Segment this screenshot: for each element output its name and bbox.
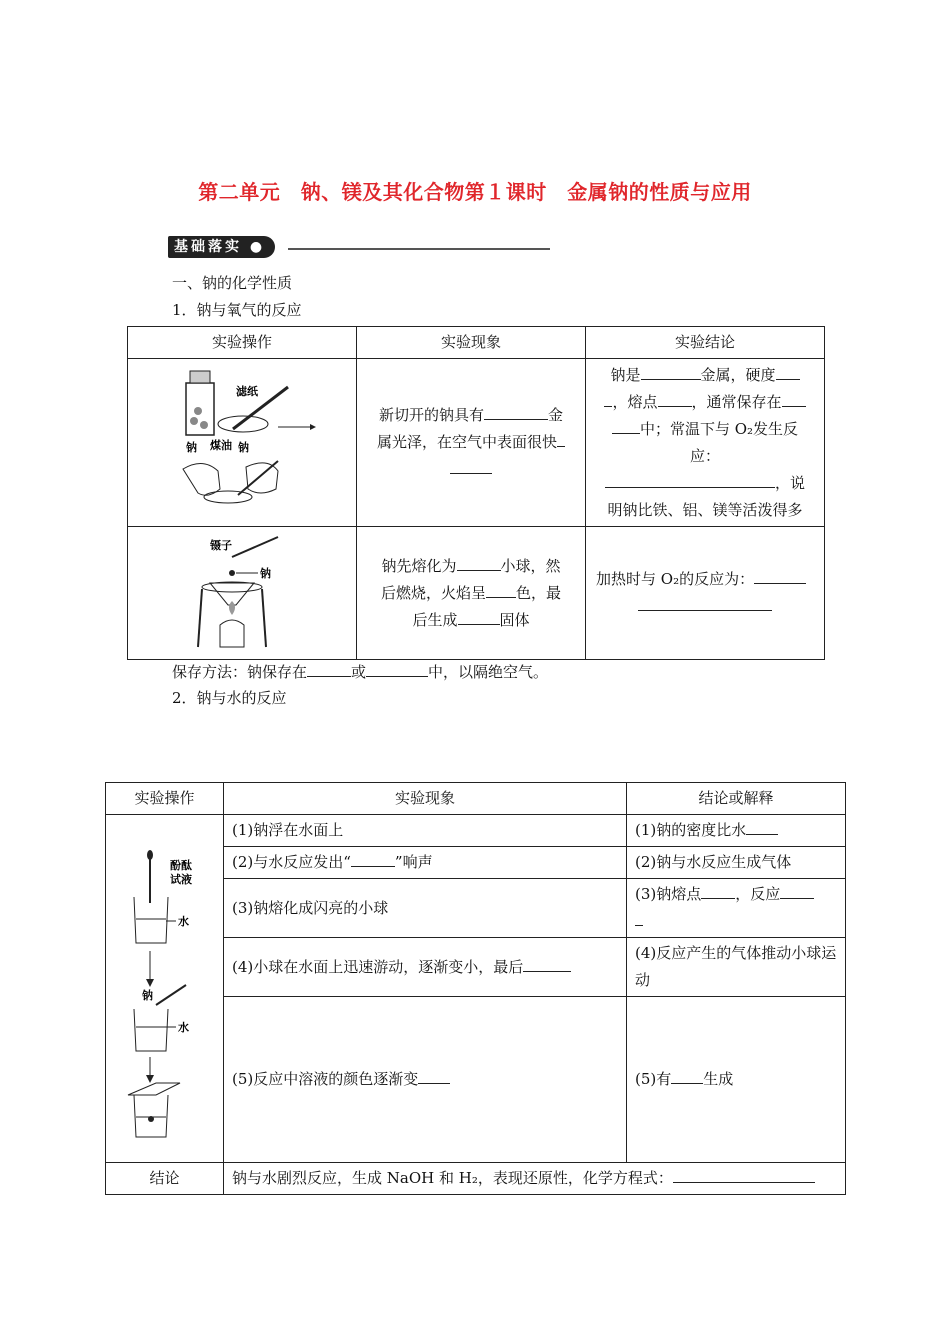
subsection-heading-2: 2．钠与水的反应 xyxy=(172,689,287,707)
conclusion-cell-1 xyxy=(586,359,825,527)
blank xyxy=(307,660,351,677)
blank xyxy=(418,1067,450,1084)
c1g: ，说 xyxy=(774,473,805,492)
burn-sodium-illustration xyxy=(128,527,357,659)
sodium-water-illustration xyxy=(106,819,224,1159)
cut-sodium-illustration xyxy=(128,359,357,526)
blank xyxy=(635,909,643,926)
figure-cell-water xyxy=(106,815,224,1163)
label-sodium-2: 钠 xyxy=(238,441,249,454)
blank xyxy=(486,581,516,598)
blank xyxy=(458,608,500,625)
badge-rule xyxy=(288,248,550,250)
p1b: 金 xyxy=(548,406,564,424)
section-heading: 一、钠的化学性质 xyxy=(172,274,293,292)
blank xyxy=(638,594,772,611)
ph2a: (2)与水反应发出“ xyxy=(232,853,351,871)
blank xyxy=(605,471,775,488)
blank xyxy=(484,403,548,420)
p1c: 属光泽，在空气中表面很快 xyxy=(376,433,557,451)
p2e: 后生成 xyxy=(412,610,458,629)
c2a: 加热时与 O₂的反应为： xyxy=(596,570,755,588)
storage-b: 或 xyxy=(351,663,367,681)
blank xyxy=(450,457,492,474)
sodium-water-table xyxy=(105,782,846,1195)
e5b: 生成 xyxy=(703,1070,734,1088)
explanation-row-1 xyxy=(627,815,846,847)
c1h: 明钠比铁、铝、镁等活泼得多 xyxy=(607,500,803,519)
blank xyxy=(641,363,701,380)
blank xyxy=(351,850,395,867)
blank xyxy=(780,882,814,899)
header-operation-2: 实验操作 xyxy=(106,783,224,815)
ph2b: ”响声 xyxy=(394,853,433,871)
subsection-heading-1: 1．钠与氧气的反应 xyxy=(172,301,302,319)
label-indicator-2: 试液 xyxy=(170,872,192,886)
blank xyxy=(746,818,778,835)
figure-cell-cut-sodium xyxy=(128,359,357,527)
blank xyxy=(671,1067,703,1084)
phenomenon-row-1: (1)钠浮在水面上 xyxy=(224,815,627,847)
blank xyxy=(457,554,501,571)
header-operation: 实验操作 xyxy=(128,327,357,359)
blank xyxy=(658,390,692,407)
p2d: 色，最 xyxy=(516,583,562,602)
c1e: 中；常温下与 O₂发生反 xyxy=(639,419,799,438)
e1: (1)钠的密度比水 xyxy=(635,821,747,839)
blank xyxy=(523,955,571,972)
label-water-1: 水 xyxy=(178,914,189,928)
c1c: ，熔点 xyxy=(612,392,658,411)
conclusion-cell-2 xyxy=(586,527,825,660)
blank xyxy=(701,882,735,899)
ph4: (4)小球在水面上迅速游动，逐渐变小，最后 xyxy=(232,957,524,976)
page-title: 第二单元 钠、镁及其化合物第１课时 金属钠的性质与应用 xyxy=(198,180,752,204)
header-phenomenon-2: 实验现象 xyxy=(224,783,627,815)
section-badge: 基础落实 ● xyxy=(168,236,275,258)
label-tweezers: 镊子 xyxy=(210,539,232,552)
sodium-oxygen-table xyxy=(127,326,825,660)
conclusion-label: 结论 xyxy=(106,1163,224,1195)
blank xyxy=(776,363,800,380)
conclusion-main: 钠与水剧烈反应，生成 NaOH 和 H₂，表现还原性，化学方程式： xyxy=(232,1169,673,1187)
p2f: 固体 xyxy=(499,610,530,629)
header-conclusion: 实验结论 xyxy=(586,327,825,359)
phenomenon-row-3: (3)钠熔化成闪亮的小球 xyxy=(224,879,627,938)
label-filter-paper: 滤纸 xyxy=(236,385,258,398)
e3a: (3)钠熔点 xyxy=(635,885,702,903)
explanation-row-5 xyxy=(627,997,846,1163)
label-water-2: 水 xyxy=(178,1020,189,1034)
explanation-row-4: (4)反应产生的气体推动小球运动 xyxy=(627,938,846,997)
label-sodium: 钠 xyxy=(260,567,271,580)
explanation-row-2: (2)钠与水反应生成气体 xyxy=(627,847,846,879)
p1a: 新切开的钠具有 xyxy=(378,406,484,424)
e3b: ，反应 xyxy=(735,885,781,903)
blank xyxy=(782,390,806,407)
p2a: 钠先熔化为 xyxy=(381,556,457,575)
explanation-row-3 xyxy=(627,879,846,938)
figure-cell-burn-sodium xyxy=(128,527,357,660)
c1b: 金属，硬度 xyxy=(700,365,776,384)
storage-c: 中，以隔绝空气。 xyxy=(428,663,549,681)
label-kerosene: 煤油 xyxy=(210,439,232,452)
header-phenomenon: 实验现象 xyxy=(357,327,586,359)
p2c: 后燃烧，火焰呈 xyxy=(380,583,486,602)
phenomenon-row-4 xyxy=(224,938,627,997)
c1d: ，通常保存在 xyxy=(691,392,782,411)
blank xyxy=(673,1166,815,1183)
c1a: 钠是 xyxy=(610,365,641,384)
conclusion-text xyxy=(224,1163,846,1195)
p2b: 小球，然 xyxy=(500,556,561,575)
ph5: (5)反应中溶液的颜色逐渐变 xyxy=(232,1070,419,1088)
c1f: 应： xyxy=(689,446,720,465)
blank xyxy=(557,430,565,447)
phenomenon-cell-1 xyxy=(357,359,586,527)
storage-a: 保存方法：钠保存在 xyxy=(172,663,308,681)
phenomenon-row-2 xyxy=(224,847,627,879)
blank xyxy=(754,567,806,584)
storage-method xyxy=(172,660,548,682)
label-sodium-1: 钠 xyxy=(186,441,197,454)
phenomenon-cell-2 xyxy=(357,527,586,660)
phenomenon-row-5 xyxy=(224,997,627,1163)
badge-label: 基础落实 xyxy=(174,239,242,255)
blank xyxy=(612,417,640,434)
blank xyxy=(366,660,428,677)
label-sodium-w: 钠 xyxy=(142,988,153,1002)
header-explanation: 结论或解释 xyxy=(627,783,846,815)
label-indicator-1: 酚酞 xyxy=(170,858,192,872)
e5a: (5)有 xyxy=(635,1070,672,1088)
